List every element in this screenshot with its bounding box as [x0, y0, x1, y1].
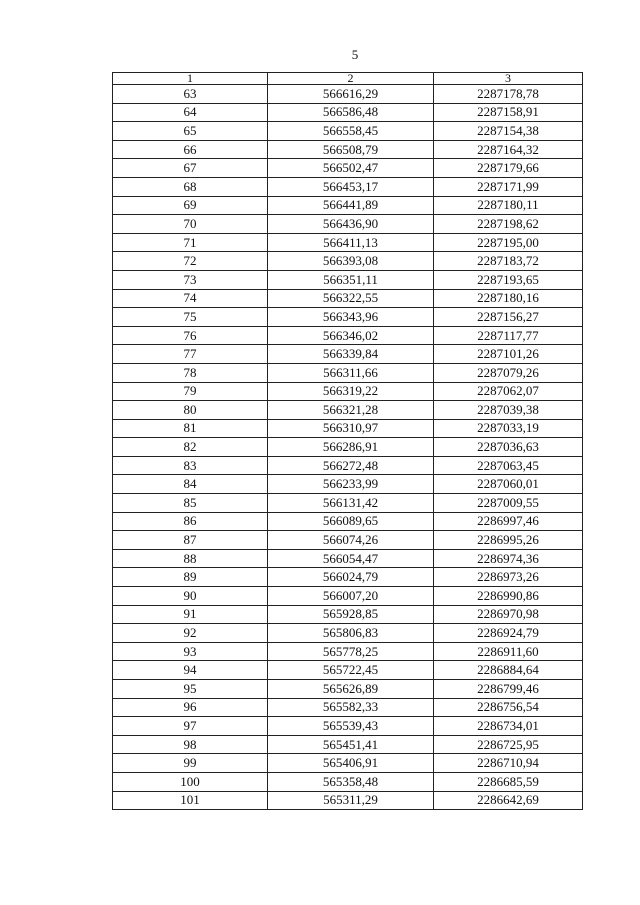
- table-row: [113, 512, 583, 531]
- cell-y-coordinate: 2287193,65: [434, 270, 583, 289]
- cell-y-coordinate: 2286725,95: [434, 735, 583, 754]
- cell-x-coordinate: 566508,79: [268, 140, 434, 159]
- cell-x-coordinate: 566321,28: [268, 401, 434, 420]
- cell-x-coordinate: 566319,22: [268, 382, 434, 401]
- cell-x-coordinate: 566393,08: [268, 252, 434, 271]
- cell-point-number: 73: [113, 270, 268, 289]
- cell-x-coordinate: 565406,91: [268, 754, 434, 773]
- table-row: [113, 382, 583, 401]
- table-row: [113, 587, 583, 606]
- cell-y-coordinate: 2286685,59: [434, 772, 583, 791]
- cell-point-number: 99: [113, 754, 268, 773]
- cell-x-coordinate: 566322,55: [268, 289, 434, 308]
- cell-y-coordinate: 2287117,77: [434, 326, 583, 345]
- cell-point-number: 76: [113, 326, 268, 345]
- table-row: [113, 103, 583, 122]
- table-row: [113, 345, 583, 364]
- cell-x-coordinate: 566007,20: [268, 587, 434, 606]
- table-row: [113, 772, 583, 791]
- cell-x-coordinate: 566441,89: [268, 196, 434, 215]
- cell-x-coordinate: 566586,48: [268, 103, 434, 122]
- table-row: [113, 401, 583, 420]
- cell-y-coordinate: 2286924,79: [434, 624, 583, 643]
- cell-point-number: 81: [113, 419, 268, 438]
- cell-point-number: 77: [113, 345, 268, 364]
- cell-y-coordinate: 2287198,62: [434, 215, 583, 234]
- cell-y-coordinate: 2286973,26: [434, 568, 583, 587]
- cell-point-number: 80: [113, 401, 268, 420]
- table-body: [113, 85, 583, 810]
- cell-y-coordinate: 2287039,38: [434, 401, 583, 420]
- cell-point-number: 79: [113, 382, 268, 401]
- cell-point-number: 100: [113, 772, 268, 791]
- table-row: [113, 363, 583, 382]
- cell-point-number: 72: [113, 252, 268, 271]
- cell-y-coordinate: 2287079,26: [434, 363, 583, 382]
- table-row: [113, 233, 583, 252]
- table-row: [113, 568, 583, 587]
- table-row: [113, 717, 583, 736]
- cell-y-coordinate: 2287178,78: [434, 85, 583, 104]
- cell-point-number: 83: [113, 456, 268, 475]
- cell-y-coordinate: 2287036,63: [434, 438, 583, 457]
- table-row: [113, 475, 583, 494]
- cell-y-coordinate: 2287158,91: [434, 103, 583, 122]
- table-row: [113, 624, 583, 643]
- cell-y-coordinate: 2287183,72: [434, 252, 583, 271]
- cell-y-coordinate: 2287154,38: [434, 122, 583, 141]
- cell-x-coordinate: 566339,84: [268, 345, 434, 364]
- cell-x-coordinate: 565311,29: [268, 791, 434, 810]
- cell-y-coordinate: 2286974,36: [434, 549, 583, 568]
- table-row: [113, 494, 583, 513]
- cell-point-number: 87: [113, 531, 268, 550]
- table-row: [113, 680, 583, 699]
- table-row: [113, 270, 583, 289]
- table-row: [113, 531, 583, 550]
- cell-x-coordinate: 566558,45: [268, 122, 434, 141]
- cell-x-coordinate: 565806,83: [268, 624, 434, 643]
- table-row: [113, 754, 583, 773]
- table-row: [113, 326, 583, 345]
- cell-point-number: 78: [113, 363, 268, 382]
- cell-x-coordinate: 566502,47: [268, 159, 434, 178]
- cell-x-coordinate: 566453,17: [268, 177, 434, 196]
- cell-y-coordinate: 2287009,55: [434, 494, 583, 513]
- table-row: [113, 549, 583, 568]
- cell-x-coordinate: 566272,48: [268, 456, 434, 475]
- cell-point-number: 95: [113, 680, 268, 699]
- cell-point-number: 94: [113, 661, 268, 680]
- table-row: [113, 438, 583, 457]
- cell-point-number: 70: [113, 215, 268, 234]
- cell-x-coordinate: 566024,79: [268, 568, 434, 587]
- cell-y-coordinate: 2287164,32: [434, 140, 583, 159]
- cell-point-number: 97: [113, 717, 268, 736]
- table-row: [113, 159, 583, 178]
- page-number: 5: [351, 47, 359, 62]
- cell-point-number: 82: [113, 438, 268, 457]
- cell-x-coordinate: 566089,65: [268, 512, 434, 531]
- cell-point-number: 92: [113, 624, 268, 643]
- cell-y-coordinate: 2287180,11: [434, 196, 583, 215]
- table-row: [113, 252, 583, 271]
- cell-point-number: 84: [113, 475, 268, 494]
- cell-y-coordinate: 2287171,99: [434, 177, 583, 196]
- table-row: [113, 791, 583, 810]
- cell-y-coordinate: 2287063,45: [434, 456, 583, 475]
- cell-y-coordinate: 2287033,19: [434, 419, 583, 438]
- cell-y-coordinate: 2286799,46: [434, 680, 583, 699]
- cell-x-coordinate: 565928,85: [268, 605, 434, 624]
- cell-x-coordinate: 566343,96: [268, 308, 434, 327]
- cell-x-coordinate: 566054,47: [268, 549, 434, 568]
- cell-y-coordinate: 2287101,26: [434, 345, 583, 364]
- table-row: [113, 215, 583, 234]
- cell-point-number: 74: [113, 289, 268, 308]
- cell-y-coordinate: 2286710,94: [434, 754, 583, 773]
- cell-point-number: 69: [113, 196, 268, 215]
- column-header-x-coordinate: 2: [268, 73, 434, 85]
- cell-y-coordinate: 2286734,01: [434, 717, 583, 736]
- table-row: [113, 661, 583, 680]
- cell-point-number: 67: [113, 159, 268, 178]
- cell-point-number: 90: [113, 587, 268, 606]
- cell-point-number: 75: [113, 308, 268, 327]
- cell-point-number: 65: [113, 122, 268, 141]
- cell-x-coordinate: 565451,41: [268, 735, 434, 754]
- cell-point-number: 85: [113, 494, 268, 513]
- cell-x-coordinate: 565626,89: [268, 680, 434, 699]
- cell-x-coordinate: 565722,45: [268, 661, 434, 680]
- cell-y-coordinate: 2286995,26: [434, 531, 583, 550]
- cell-x-coordinate: 565582,33: [268, 698, 434, 717]
- cell-x-coordinate: 565539,43: [268, 717, 434, 736]
- cell-point-number: 98: [113, 735, 268, 754]
- cell-y-coordinate: 2286911,60: [434, 642, 583, 661]
- cell-y-coordinate: 2287180,16: [434, 289, 583, 308]
- cell-x-coordinate: 566233,99: [268, 475, 434, 494]
- cell-x-coordinate: 566411,13: [268, 233, 434, 252]
- cell-y-coordinate: 2286997,46: [434, 512, 583, 531]
- table-row: [113, 85, 583, 104]
- table-row: [113, 605, 583, 624]
- coordinates-table: [112, 72, 583, 810]
- table-row: [113, 289, 583, 308]
- cell-x-coordinate: 566351,11: [268, 270, 434, 289]
- table-header-row: [113, 73, 583, 85]
- column-header-y-coordinate: 3: [434, 73, 583, 85]
- cell-point-number: 64: [113, 103, 268, 122]
- cell-point-number: 96: [113, 698, 268, 717]
- table-row: [113, 196, 583, 215]
- table-row: [113, 642, 583, 661]
- cell-y-coordinate: 2286970,98: [434, 605, 583, 624]
- table-row: [113, 122, 583, 141]
- cell-point-number: 88: [113, 549, 268, 568]
- cell-point-number: 89: [113, 568, 268, 587]
- cell-point-number: 71: [113, 233, 268, 252]
- cell-point-number: 68: [113, 177, 268, 196]
- cell-point-number: 91: [113, 605, 268, 624]
- cell-y-coordinate: 2287060,01: [434, 475, 583, 494]
- table-row: [113, 419, 583, 438]
- cell-x-coordinate: 566310,97: [268, 419, 434, 438]
- table-row: [113, 177, 583, 196]
- cell-x-coordinate: 566074,26: [268, 531, 434, 550]
- table-row: [113, 698, 583, 717]
- table-row: [113, 735, 583, 754]
- table-row: [113, 308, 583, 327]
- table-row: [113, 456, 583, 475]
- cell-point-number: 101: [113, 791, 268, 810]
- column-header-point-number: 1: [113, 73, 268, 85]
- cell-point-number: 66: [113, 140, 268, 159]
- cell-y-coordinate: 2287062,07: [434, 382, 583, 401]
- cell-y-coordinate: 2287195,00: [434, 233, 583, 252]
- cell-point-number: 86: [113, 512, 268, 531]
- cell-x-coordinate: 565358,48: [268, 772, 434, 791]
- cell-x-coordinate: 565778,25: [268, 642, 434, 661]
- cell-y-coordinate: 2286642,69: [434, 791, 583, 810]
- table-row: [113, 140, 583, 159]
- cell-y-coordinate: 2287179,66: [434, 159, 583, 178]
- cell-x-coordinate: 566286,91: [268, 438, 434, 457]
- cell-point-number: 93: [113, 642, 268, 661]
- cell-x-coordinate: 566346,02: [268, 326, 434, 345]
- cell-x-coordinate: 566616,29: [268, 85, 434, 104]
- cell-x-coordinate: 566311,66: [268, 363, 434, 382]
- cell-x-coordinate: 566131,42: [268, 494, 434, 513]
- cell-point-number: 63: [113, 85, 268, 104]
- cell-y-coordinate: 2287156,27: [434, 308, 583, 327]
- cell-y-coordinate: 2286756,54: [434, 698, 583, 717]
- cell-y-coordinate: 2286990,86: [434, 587, 583, 606]
- cell-y-coordinate: 2286884,64: [434, 661, 583, 680]
- cell-x-coordinate: 566436,90: [268, 215, 434, 234]
